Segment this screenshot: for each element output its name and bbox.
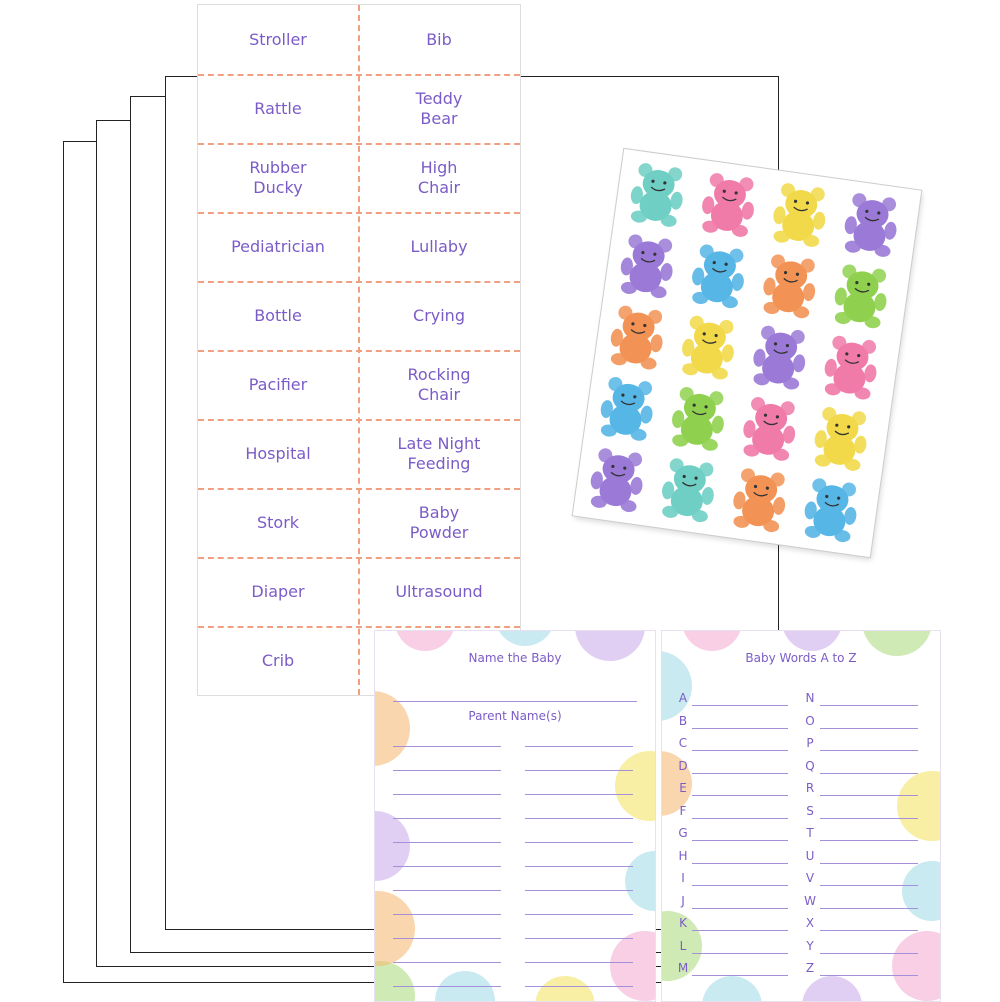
write-in-line [692, 773, 788, 774]
write-in-line [820, 975, 918, 976]
write-in-line [525, 890, 633, 891]
write-in-line [820, 728, 918, 729]
baby-words-a-to-z-card [661, 630, 941, 1002]
horizontal-cut-line [198, 74, 520, 76]
letter-H: H [678, 848, 688, 863]
letter-N: N [805, 691, 815, 705]
write-in-line [525, 938, 633, 939]
letter-X: X [805, 916, 815, 930]
word-card-left-9: Diaper [251, 581, 305, 601]
write-in-line [525, 962, 633, 963]
horizontal-cut-line [198, 626, 520, 628]
horizontal-cut-line [198, 143, 520, 145]
word-card-left-5: Bottle [254, 305, 302, 325]
letter-Y: Y [806, 938, 814, 953]
letter-Z: Z [805, 961, 815, 975]
letter-S: S [806, 803, 814, 818]
letter-W: W [804, 893, 816, 908]
teddy-bear-sticker [584, 443, 650, 514]
horizontal-cut-line [198, 488, 520, 490]
teddy-bear-sticker [695, 168, 761, 239]
write-in-line [692, 930, 788, 931]
write-in-line [692, 975, 788, 976]
watercolor-dot [682, 630, 742, 651]
word-card-right-4: Lullaby [410, 236, 468, 256]
teddy-bear-sticker [798, 473, 864, 544]
horizontal-cut-line [198, 281, 520, 283]
word-card-left-8: Stork [256, 512, 300, 532]
write-in-line [525, 866, 633, 867]
teddy-bear-sticker [655, 453, 721, 524]
write-in-line [525, 746, 633, 747]
watercolor-dot [902, 861, 941, 921]
teddy-bear-sticker [757, 250, 823, 321]
word-cards-sheet [197, 4, 521, 696]
watercolor-dot [702, 976, 762, 1002]
word-card-left-10: Crib [261, 650, 295, 670]
watercolor-dot [374, 691, 410, 766]
watercolor-dot [374, 891, 415, 966]
write-in-line [820, 840, 918, 841]
teddy-bear-sticker [808, 402, 874, 473]
watercolor-dot [897, 771, 941, 841]
watercolor-dot [892, 931, 941, 1001]
horizontal-cut-line [198, 419, 520, 421]
letter-T: T [806, 826, 814, 840]
write-in-line [820, 818, 918, 819]
letter-G: G [678, 826, 688, 840]
word-card-right-9: Ultrasound [395, 581, 483, 601]
letter-E: E [679, 781, 687, 795]
letter-K: K [679, 916, 687, 930]
write-in-line [820, 908, 918, 909]
word-card-left-1: Stroller [249, 29, 307, 49]
letter-R: R [805, 781, 815, 795]
write-in-line [525, 914, 633, 915]
write-in-line [393, 818, 501, 819]
watercolor-dot [802, 976, 862, 1002]
word-card-right-5: Crying [413, 305, 465, 325]
write-in-line [692, 795, 788, 796]
watercolor-dot [615, 751, 656, 821]
write-in-line [692, 705, 788, 706]
letter-P: P [806, 736, 814, 750]
write-in-line [692, 728, 788, 729]
write-in-line [692, 750, 788, 751]
write-in-line [525, 818, 633, 819]
write-in-line [820, 705, 918, 706]
word-card-left-4: Pediatrician [231, 236, 325, 256]
write-in-line [525, 986, 633, 987]
word-card-right-8: Baby Powder [409, 502, 469, 542]
watercolor-dot [374, 811, 410, 881]
write-in-line [525, 770, 633, 771]
watercolor-dot [395, 630, 455, 651]
write-in-line [393, 986, 501, 987]
letter-D: D [678, 758, 688, 773]
write-in-line [393, 914, 501, 915]
write-in-line [820, 863, 918, 864]
name-the-baby-card [374, 630, 656, 1002]
letter-V: V [805, 871, 815, 885]
teddy-bear-sticker [604, 301, 670, 372]
letter-L: L [679, 938, 687, 953]
write-in-line [525, 794, 633, 795]
teddy-bear-sticker [614, 230, 680, 301]
watercolor-dot [535, 976, 595, 1002]
letter-C: C [678, 736, 688, 750]
write-in-line [393, 866, 501, 867]
letter-B: B [678, 713, 688, 728]
watercolor-dot [782, 630, 842, 651]
word-card-right-1: Bib [426, 29, 452, 49]
write-in-line [393, 962, 501, 963]
write-in-line [393, 842, 501, 843]
word-card-right-2: Teddy Bear [415, 88, 463, 128]
write-in-line [692, 840, 788, 841]
teddy-bear-sticker [685, 240, 751, 311]
horizontal-cut-line [198, 350, 520, 352]
letter-U: U [805, 848, 815, 863]
teddy-bear-sticker [818, 331, 884, 402]
watercolor-dot [495, 630, 555, 646]
write-in-line [393, 890, 501, 891]
write-in-line [820, 750, 918, 751]
word-card-left-7: Hospital [245, 443, 311, 463]
word-card-left-2: Rattle [254, 98, 302, 118]
letter-F: F [679, 803, 687, 818]
word-card-left-3: Rubber Ducky [249, 157, 307, 197]
write-in-line [820, 953, 918, 954]
az-card-title: Baby Words A to Z [745, 651, 857, 665]
name-card-title: Name the Baby [468, 651, 562, 665]
teddy-bear-sticker [675, 311, 741, 382]
teddy-bear-sticker-sheet [573, 149, 922, 557]
teddy-bear-sticker [665, 382, 731, 453]
teddy-bear-sticker [624, 158, 690, 229]
letter-Q: Q [805, 758, 815, 773]
teddy-bear-sticker [737, 392, 803, 463]
letter-A: A [678, 691, 688, 705]
write-in-line [820, 773, 918, 774]
write-in-line [393, 746, 501, 747]
watercolor-dot [610, 931, 656, 1001]
letter-M: M [677, 961, 689, 975]
word-card-left-6: Pacifier [248, 374, 308, 394]
write-in-line [692, 885, 788, 886]
letter-I: I [681, 871, 685, 885]
write-in-line [393, 770, 501, 771]
write-in-line [692, 818, 788, 819]
write-in-line [525, 842, 633, 843]
teddy-bear-sticker [594, 372, 660, 443]
write-in-line [820, 885, 918, 886]
teddy-bear-sticker [747, 321, 813, 392]
write-in-line [393, 794, 501, 795]
write-in-line [820, 795, 918, 796]
watercolor-dot [374, 961, 415, 1002]
teddy-bear-sticker [727, 463, 793, 534]
horizontal-cut-line [198, 557, 520, 559]
horizontal-cut-line [198, 212, 520, 214]
write-in-line [692, 863, 788, 864]
word-card-right-6: Rocking Chair [407, 364, 471, 404]
write-in-line [692, 908, 788, 909]
letter-O: O [805, 713, 815, 728]
teddy-bear-sticker [767, 178, 833, 249]
word-card-right-7: Late Night Feeding [397, 433, 481, 473]
watercolor-dot [625, 851, 656, 911]
name-card-subtitle: Parent Name(s) [468, 709, 562, 723]
teddy-bear-sticker [828, 260, 894, 331]
teddy-bear-sticker [838, 188, 904, 259]
write-in-line [393, 938, 501, 939]
word-card-right-3: High Chair [417, 157, 461, 197]
write-in-line [692, 953, 788, 954]
write-in-line [820, 930, 918, 931]
letter-J: J [681, 893, 685, 908]
write-in-line [393, 701, 637, 702]
